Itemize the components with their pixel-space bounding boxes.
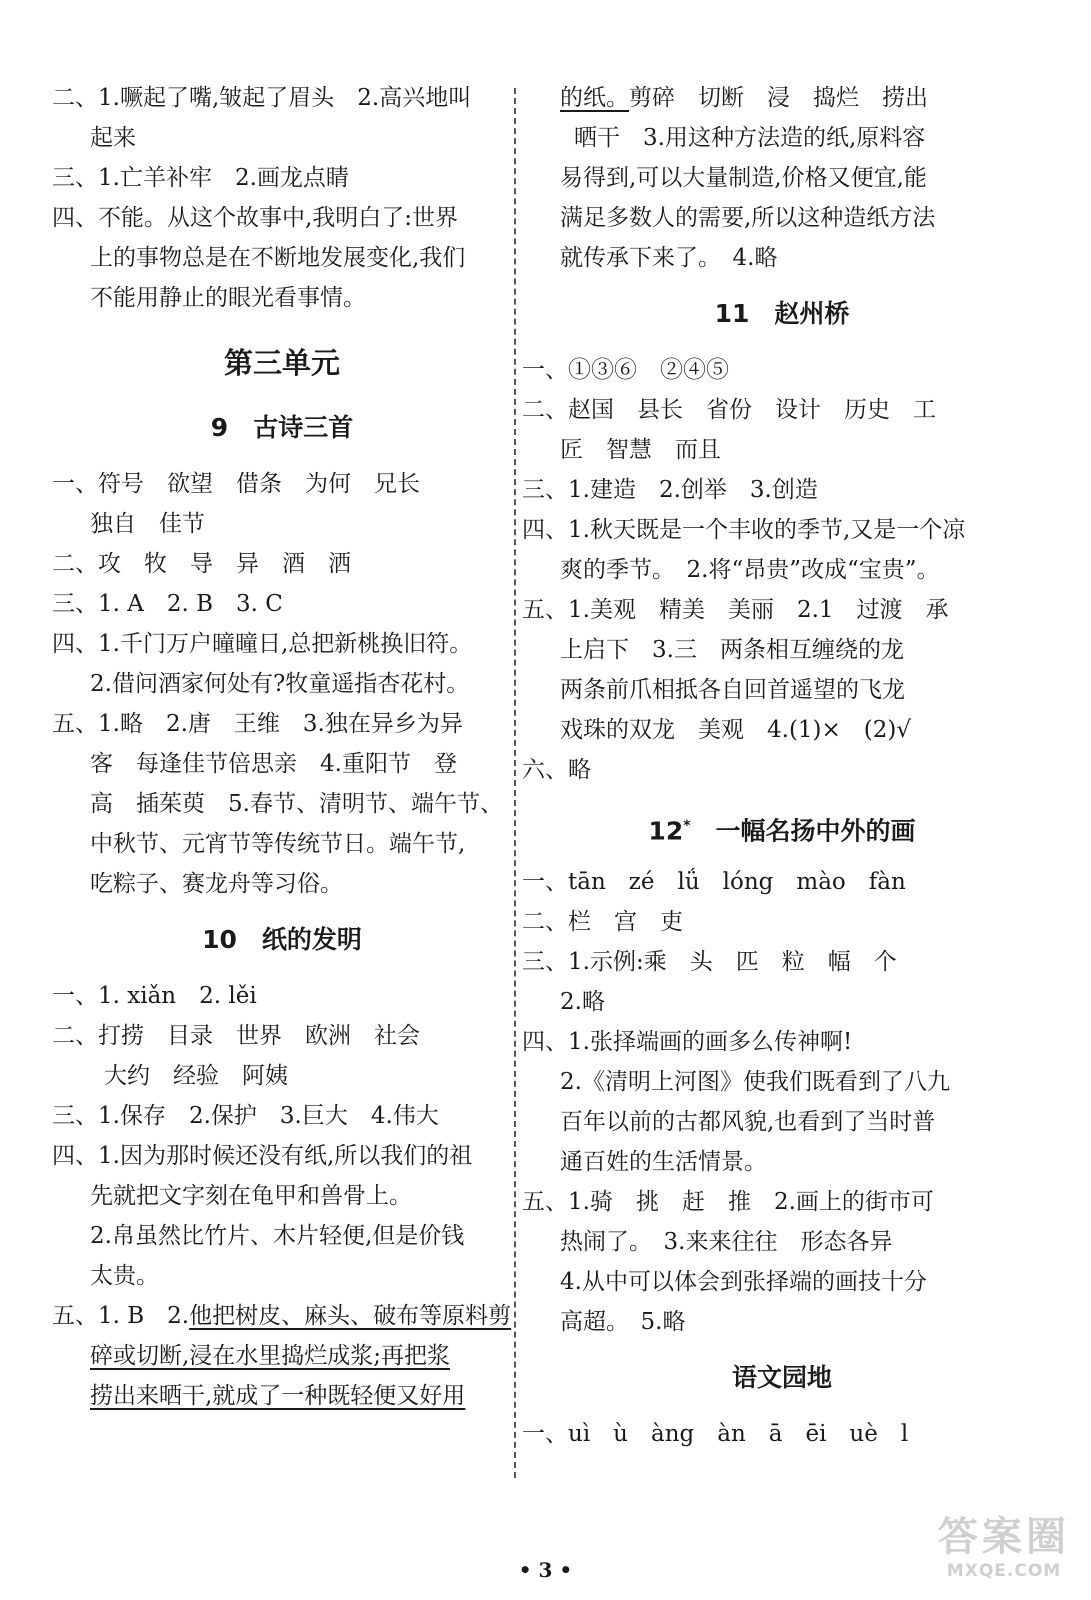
underlined-answer: 的纸。 (560, 85, 629, 111)
underlined-answer: 他把树皮、麻头、破布等原料剪 (189, 1303, 512, 1329)
left-column (52, 78, 512, 1416)
answer-line (52, 1296, 512, 1336)
answer-line: 高 插茱萸 5.春节、清明节、端午节、 (90, 791, 503, 817)
lesson-11-title: 11 赵州桥 (714, 299, 850, 328)
answer-line: 大约 经验 阿姨 (104, 1063, 288, 1089)
answer-line: 一、符号 欲望 借条 为何 兄长 (52, 471, 420, 497)
answer-line: 易得到,可以大量制造,价格又便宜,能 (560, 165, 927, 191)
answer-line: 五、1.骑 挑 赶 推 2.画上的街市可 (522, 1189, 934, 1215)
answer-line: 热闹了。 3.来来往往 形态各异 (560, 1229, 893, 1255)
answer-line: 两条前爪相抵各自回首遥望的飞龙 (560, 677, 905, 703)
answer-line: 独自 佳节 (90, 511, 205, 537)
optional-lesson-mark: * (683, 818, 691, 834)
answer-line: 三、1.示例:乘 头 匹 粒 幅 个 (522, 949, 897, 975)
answer-line: 上启下 3.三 两条相互缠绕的龙 (560, 637, 904, 663)
answer-line: 一、1. xiǎn 2. lěi (52, 983, 257, 1009)
answer-line: 2.帛虽然比竹片、木片轻便,但是价钱 (90, 1223, 465, 1249)
garden-title: 语文园地 (731, 1363, 832, 1392)
lesson-12-title (522, 806, 1042, 846)
answer-line: 三、1.保存 2.保护 3.巨大 4.伟大 (52, 1103, 439, 1129)
answer-line: 先就把文字刻在龟甲和兽骨上。 (90, 1183, 412, 1209)
watermark-url: MXQE.COM (946, 1561, 1062, 1581)
answer-line: 三、1.亡羊补牢 2.画龙点睛 (52, 165, 349, 191)
answer-line: 太贵。 (90, 1263, 159, 1289)
lesson-10-title: 10 纸的发明 (202, 925, 362, 954)
answer-line: 四、不能。从这个故事中,我明白了:世界 (52, 205, 459, 231)
answer-line: 四、1.因为那时候还没有纸,所以我们的祖 (52, 1143, 473, 1169)
answer-line: 六、略 (522, 757, 591, 783)
answer-line (522, 78, 1042, 118)
answer-text: 剪碎 切断 浸 捣烂 捞出 (629, 85, 928, 111)
underlined-answer: 碎或切断,浸在水里捣烂成浆;再把浆 (90, 1343, 451, 1369)
answer-line: 客 每逢佳节倍思亲 4.重阳节 登 (90, 751, 457, 777)
answer-line: 一、uì ù àng àn ā ēi uè l (522, 1421, 909, 1447)
answer-line: 二、栏 宫 吏 (522, 909, 683, 935)
answer-line: 百年以前的古都风貌,也看到了当时普 (560, 1109, 936, 1135)
answer-line: 不能用静止的眼光看事情。 (90, 285, 366, 311)
answer-line: 一、tān zé lǘ lóng mào fàn (522, 869, 906, 895)
answer-line: 五、1.美观 精美 美丽 2.1 过渡 承 (522, 597, 949, 623)
lesson-name: 一幅名扬中外的画 (690, 816, 916, 846)
answer-line: 中秋节、元宵节等传统节日。端午节, (90, 831, 466, 857)
watermark-text: 答案圈 (938, 1514, 1070, 1560)
watermark-logo (929, 1514, 1079, 1594)
answer-line: 二、1.噘起了嘴,皱起了眉头 2.高兴地叫 (52, 85, 472, 111)
answer-line: 戏珠的双龙 美观 4.(1)× (2)√ (560, 717, 912, 743)
answer-line: 爽的季节。 2.将“昂贵”改成“宝贵”。 (560, 557, 940, 583)
answer-line: 一、①③⑥ ②④⑤ (522, 357, 729, 383)
answer-line: 就传承下来了。 4.略 (560, 245, 778, 271)
unit-title: 第三单元 (223, 346, 340, 380)
answer-line: 三、1.建造 2.创举 3.创造 (522, 477, 818, 503)
answer-line: 上的事物总是在不断地发展变化,我们 (90, 245, 466, 271)
underlined-answer: 捞出来晒干,就成了一种既轻便又好用 (90, 1383, 466, 1409)
answer-line: 匠 智慧 而且 (560, 437, 721, 463)
answer-line: 五、1.略 2.唐 王维 3.独在异乡为异 (52, 711, 463, 737)
answer-line: 晒干 3.用这种方法造的纸,原料容 (574, 125, 926, 151)
answer-line: 吃粽子、赛龙舟等习俗。 (90, 871, 343, 897)
answer-line: 四、1.千门万户曈曈日,总把新桃换旧符。 (52, 631, 473, 657)
lesson-9-title: 9 古诗三首 (210, 413, 354, 442)
page-number: • 3 • (518, 1558, 573, 1582)
answer-line: 二、攻 牧 导 异 酒 洒 (52, 551, 351, 577)
answer-line: 2.借问酒家何处有?牧童遥指杏花村。 (90, 671, 470, 697)
answer-line: 4.从中可以体会到张择端的画技十分 (560, 1269, 927, 1295)
answer-text: 五、1. B 2. (52, 1303, 190, 1329)
answer-line: 二、赵国 县长 省份 设计 历史 工 (522, 397, 936, 423)
answer-line: 通百姓的生活情景。 (560, 1149, 767, 1175)
column-divider (514, 88, 516, 1478)
answer-line: 起来 (90, 125, 136, 151)
answer-line: 2.略 (560, 989, 605, 1015)
answer-line: 三、1. A 2. B 3. C (52, 591, 283, 617)
answer-line: 四、1.张择端画的画多么传神啊! (522, 1029, 853, 1055)
right-column (522, 78, 1042, 1454)
answer-line (52, 1376, 512, 1416)
answer-line: 2.《清明上河图》使我们既看到了八九 (560, 1069, 950, 1095)
lesson-number: 12 (648, 816, 684, 846)
answer-line: 二、打捞 目录 世界 欧洲 社会 (52, 1023, 420, 1049)
answer-line: 高超。 5.略 (560, 1309, 686, 1335)
answer-line (52, 1336, 512, 1376)
answer-line: 满足多数人的需要,所以这种造纸方法 (560, 205, 936, 231)
answer-line: 四、1.秋天既是一个丰收的季节,又是一个凉 (522, 517, 966, 543)
